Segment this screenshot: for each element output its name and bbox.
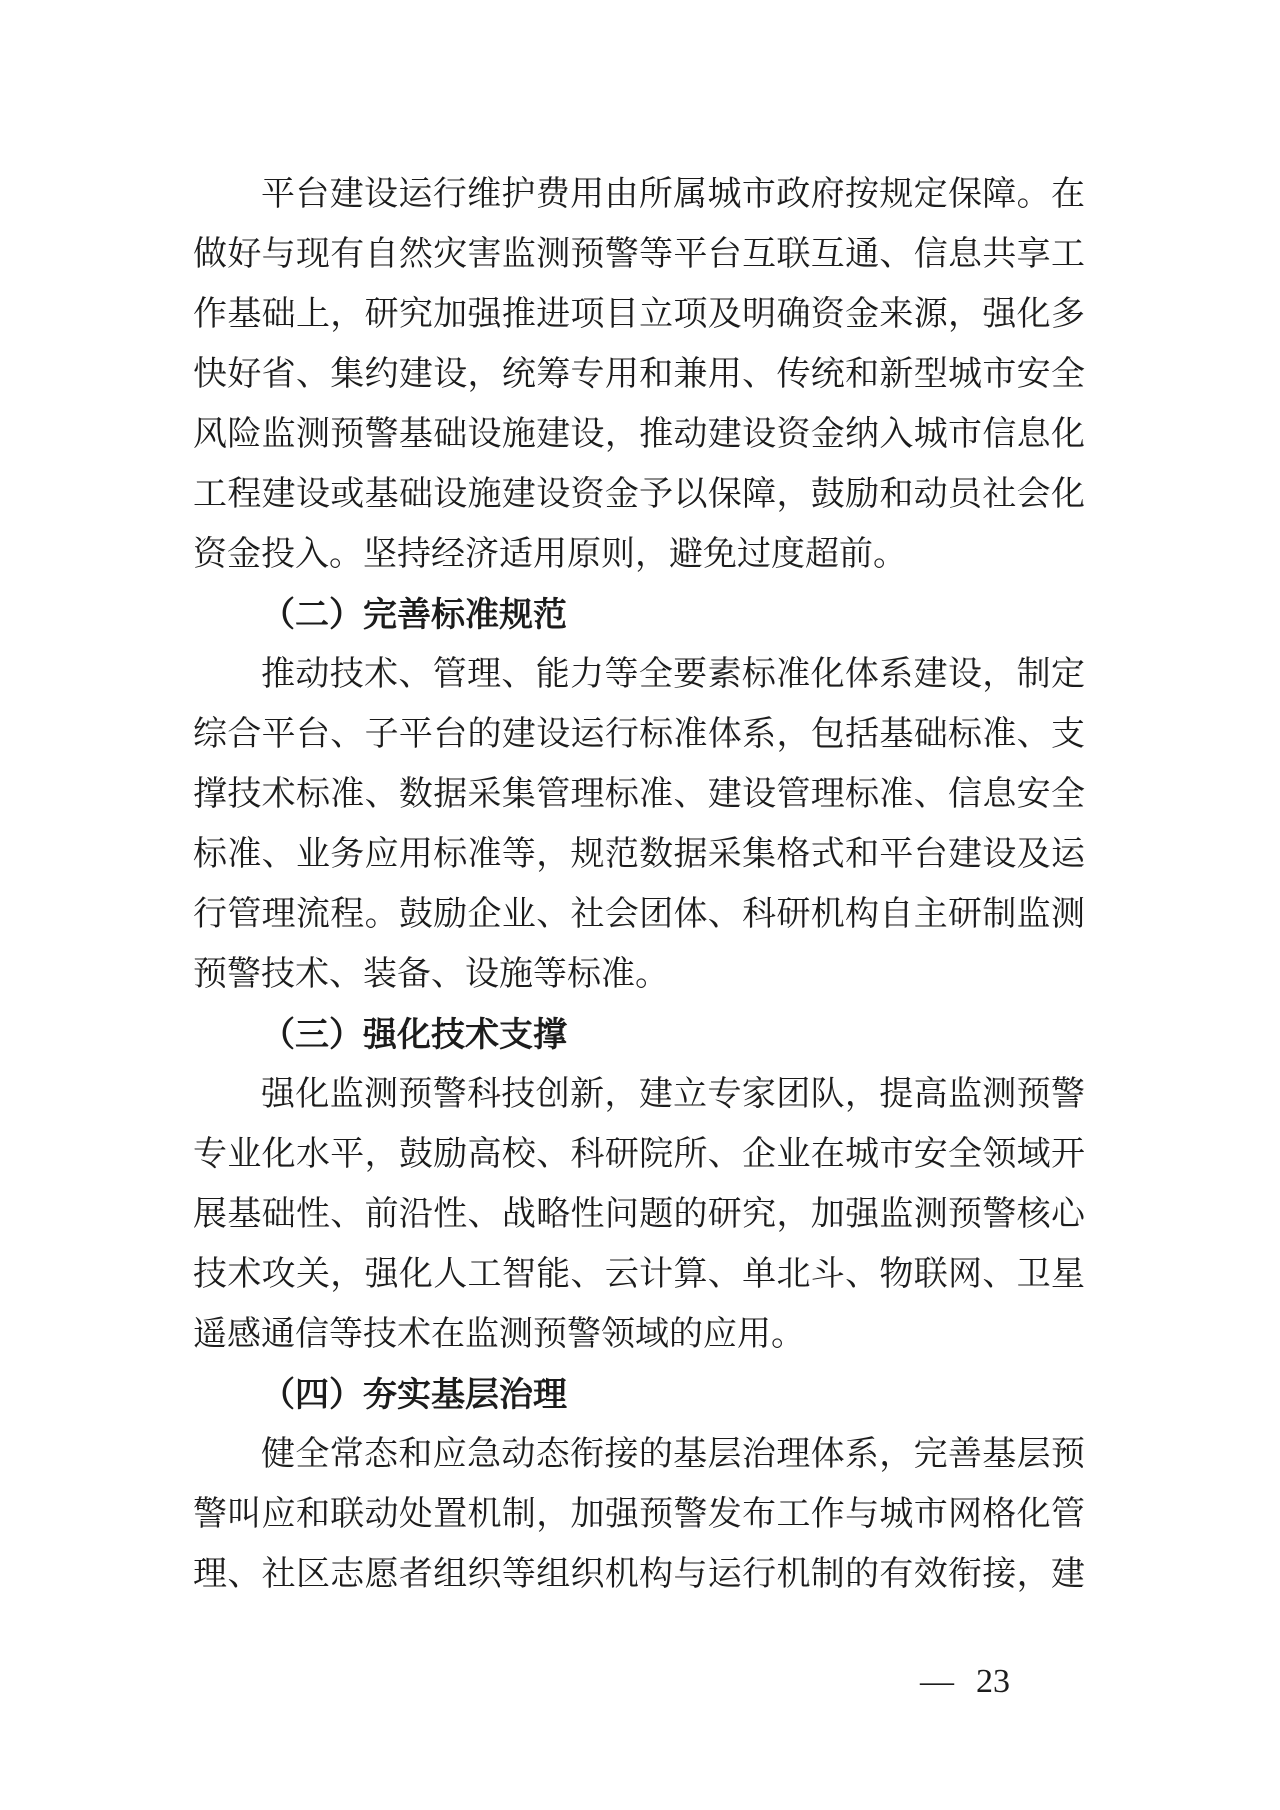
text-line: 预警技术、装备、设施等标准。: [193, 956, 669, 993]
text-line: 行管理流程。鼓励企业、社会团体、科研机构自主研制监测: [193, 896, 1085, 933]
text-line: 专业化水平，鼓励高校、科研院所、企业在城市安全领域开: [193, 1136, 1085, 1173]
document-body: [193, 165, 1085, 1605]
text-line: 推动技术、管理、能力等全要素标准化体系建设，制定: [261, 656, 1085, 693]
text-line: 理、社区志愿者组织等组织机构与运行机制的有效衔接，建: [193, 1556, 1085, 1593]
text-line: 强化监测预警科技创新，建立专家团队，提高监测预警: [261, 1076, 1085, 1113]
text-line: 技术攻关，强化人工智能、云计算、单北斗、物联网、卫星: [193, 1256, 1085, 1293]
section-heading: （三）强化技术支撑: [261, 1016, 567, 1054]
text-line: 撑技术标准、数据采集管理标准、建设管理标准、信息安全: [193, 776, 1085, 813]
text-line: 警叫应和联动处置机制，加强预警发布工作与城市网格化管: [193, 1496, 1085, 1533]
text-line: 工程建设或基础设施建设资金予以保障，鼓励和动员社会化: [193, 476, 1085, 513]
section-heading: （四）夯实基层治理: [261, 1376, 567, 1414]
page-number: 23: [976, 1663, 1010, 1700]
page-footer: [920, 1652, 1010, 1712]
text-line: 风险监测预警基础设施建设，推动建设资金纳入城市信息化: [193, 416, 1085, 453]
text-line: 健全常态和应急动态衔接的基层治理体系，完善基层预: [261, 1436, 1085, 1473]
text-line: 展基础性、前沿性、战略性问题的研究，加强监测预警核心: [193, 1196, 1085, 1233]
section-heading: （二）完善标准规范: [261, 596, 567, 634]
text-line: 做好与现有自然灾害监测预警等平台互联互通、信息共享工: [193, 236, 1085, 273]
text-line: 作基础上，研究加强推进项目立项及明确资金来源，强化多: [193, 296, 1085, 333]
text-line: 遥感通信等技术在监测预警领域的应用。: [193, 1316, 805, 1353]
text-line: 平台建设运行维护费用由所属城市政府按规定保障。在: [261, 176, 1085, 213]
footer-dash: —: [920, 1663, 954, 1700]
text-line: 综合平台、子平台的建设运行标准体系，包括基础标准、支: [193, 716, 1085, 753]
text-line: 资金投入。坚持经济适用原则，避免过度超前。: [193, 536, 907, 573]
text-line: 快好省、集约建设，统筹专用和兼用、传统和新型城市安全: [193, 356, 1085, 393]
text-line: 标准、业务应用标准等，规范数据采集格式和平台建设及运: [193, 836, 1085, 873]
